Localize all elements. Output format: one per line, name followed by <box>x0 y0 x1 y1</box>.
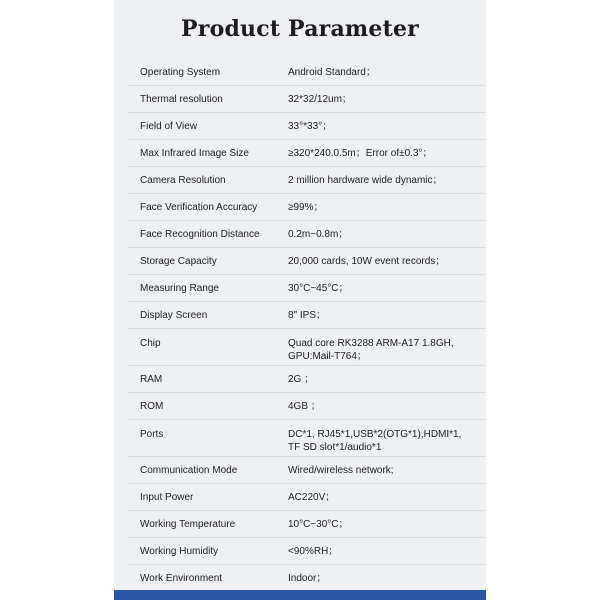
spec-value: 30°C~45°C； <box>288 283 349 294</box>
spec-row-working-temperature <box>128 511 486 538</box>
spec-row-face-recognition-distance <box>128 221 486 248</box>
spec-value: 32*32/12um； <box>288 94 352 105</box>
spec-value: 33°*33°； <box>288 121 333 132</box>
spec-row-measuring-range <box>128 275 486 302</box>
spec-row-storage-capacity <box>128 248 486 275</box>
spec-label: Communication Mode <box>140 465 238 476</box>
spec-value: Wired/wireless network; <box>288 465 394 476</box>
spec-label: Ports <box>140 429 164 440</box>
spec-row-field-of-view <box>128 113 486 140</box>
spec-table <box>128 59 486 592</box>
spec-label: Work Environment <box>140 573 223 584</box>
spec-row-communication-mode <box>128 457 486 484</box>
spec-label: Max Infrared Image Size <box>140 148 249 159</box>
spec-value: Android Standard； <box>288 67 376 78</box>
spec-label: Face Recognition Distance <box>140 229 260 240</box>
spec-label: Input Power <box>140 492 194 503</box>
spec-value: ≥99%； <box>288 202 324 213</box>
spec-value: 10°C~30°C； <box>288 519 349 530</box>
spec-value: 2 million hardware wide dynamic； <box>288 175 443 186</box>
spec-value: 4GB ； <box>288 401 321 412</box>
spec-label: Operating System <box>140 67 221 78</box>
accent-bar <box>114 590 486 600</box>
spec-row-work-environment <box>128 565 486 592</box>
spec-row-input-power <box>128 484 486 511</box>
spec-label: Field of View <box>140 121 198 132</box>
spec-row-display-screen <box>128 302 486 329</box>
spec-label: Display Screen <box>140 310 208 321</box>
spec-row-chip <box>128 329 486 366</box>
spec-label: Camera Resolution <box>140 175 226 186</box>
spec-value: <90%RH； <box>288 546 339 557</box>
spec-row-working-humidity <box>128 538 486 565</box>
spec-value: ≥320*240.0.5m；Error of±0.3°； <box>288 148 433 159</box>
spec-panel <box>114 0 486 600</box>
spec-label: Thermal resolution <box>140 94 223 105</box>
spec-value: 2G ； <box>288 374 315 385</box>
spec-row-operating-system <box>128 59 486 86</box>
spec-label: RAM <box>140 374 163 385</box>
spec-row-thermal-resolution <box>128 86 486 113</box>
spec-row-camera-resolution <box>128 167 486 194</box>
spec-label: ROM <box>140 401 164 412</box>
spec-value: AC220V； <box>288 492 336 503</box>
spec-value: Indoor； <box>288 573 327 584</box>
spec-label: Working Humidity <box>140 546 219 557</box>
spec-label: Measuring Range <box>140 283 219 294</box>
spec-label: Storage Capacity <box>140 256 217 267</box>
spec-value: DC*1, RJ45*1,USB*2(OTG*1),HDMI*1, TF SD slot*1/audio*1 <box>288 429 462 453</box>
spec-row-face-verification-accuracy <box>128 194 486 221</box>
spec-value: Quad core RK3288 ARM-A17 1.8GH, GPU:Mail-T764； <box>288 338 454 362</box>
spec-value: 8" IPS； <box>288 310 327 321</box>
spec-row-ports <box>128 420 486 457</box>
spec-value: 0.2m~0.8m； <box>288 229 349 240</box>
spec-value: 20,000 cards, 10W event records； <box>288 256 446 267</box>
spec-row-rom <box>128 393 486 420</box>
spec-label: Chip <box>140 338 161 349</box>
spec-label: Face Verification Accuracy <box>140 202 258 213</box>
spec-label: Working Temperature <box>140 519 236 530</box>
page-title: Product Parameter <box>181 16 419 42</box>
spec-row-ram <box>128 366 486 393</box>
spec-row-max-infrared-image-size <box>128 140 486 167</box>
